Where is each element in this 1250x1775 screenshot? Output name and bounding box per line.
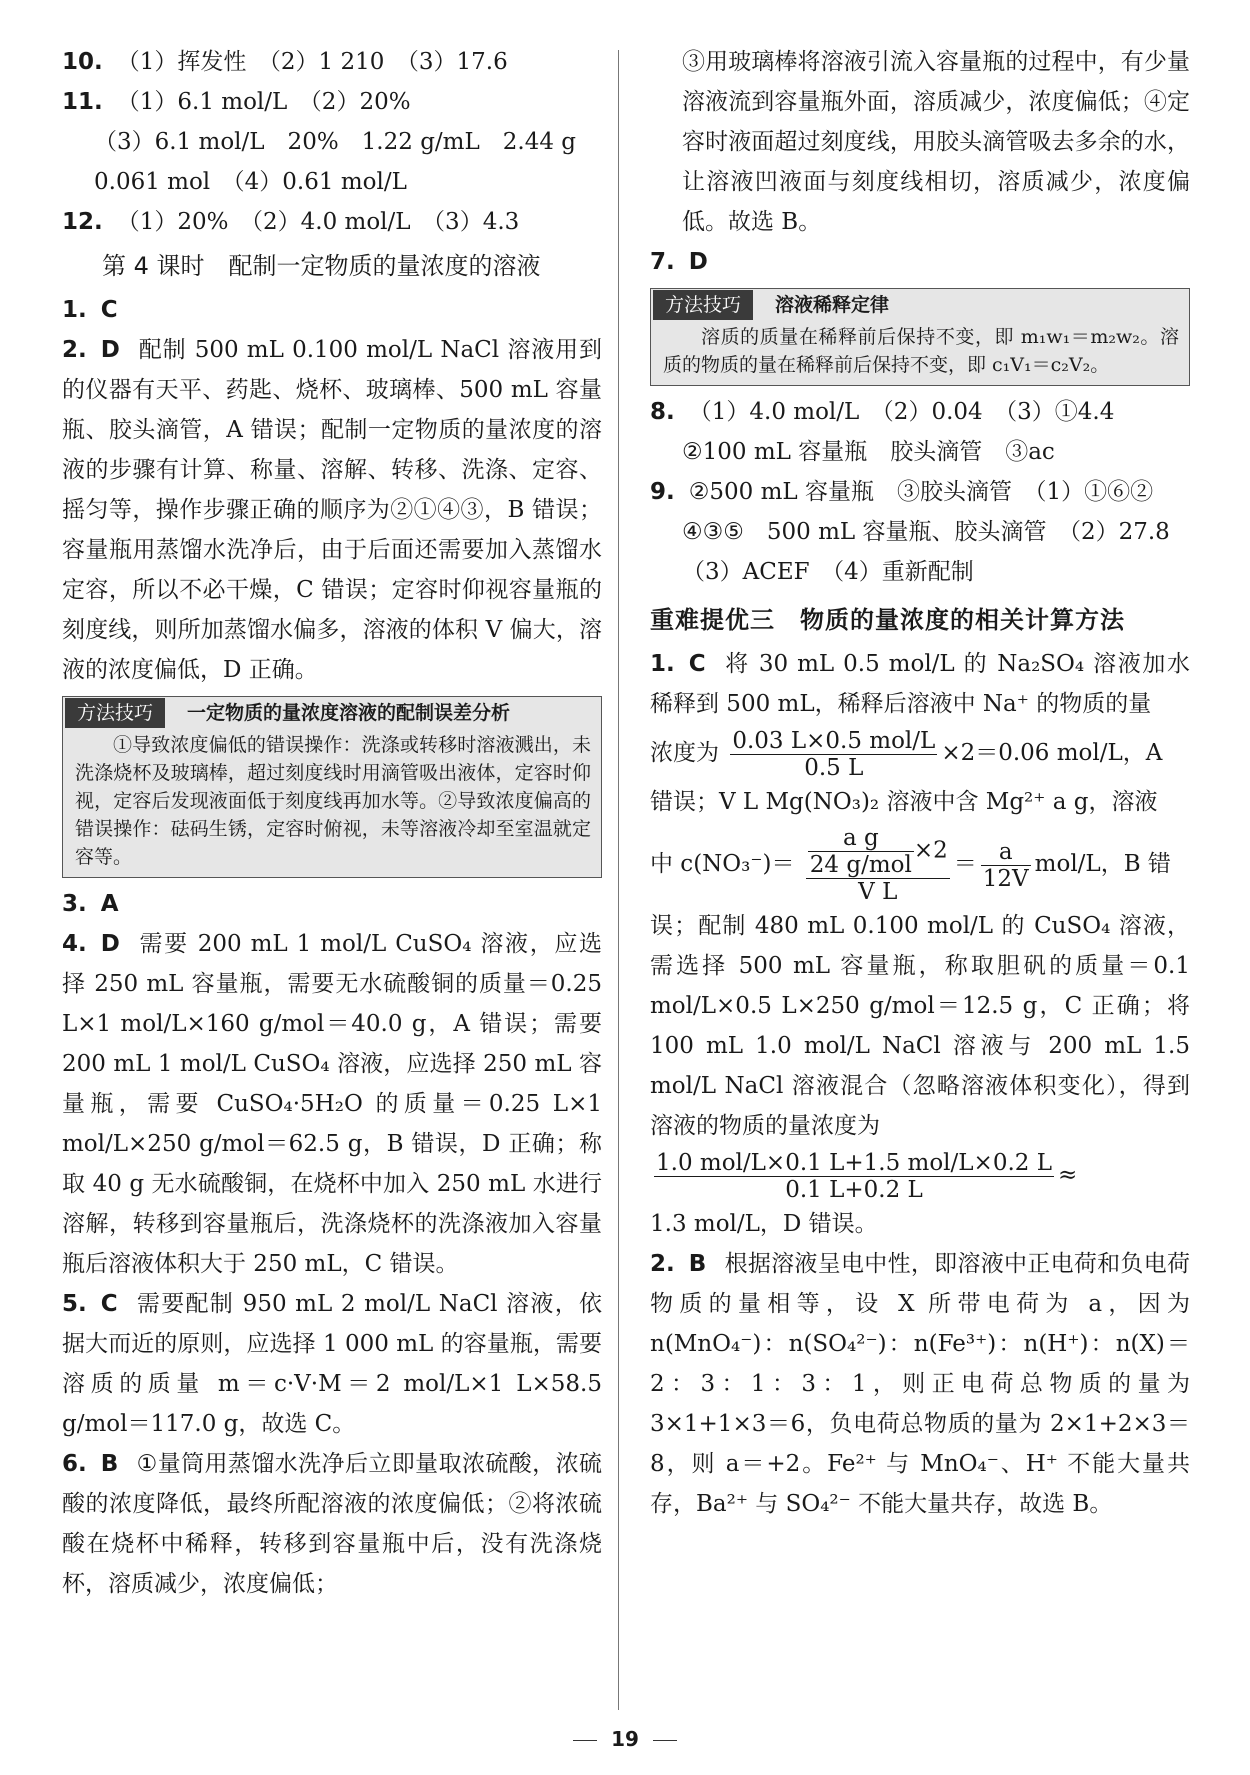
left-column (62, 42, 602, 1604)
answer-11-line3: 0.061 mol （4）0.61 mol/L (94, 169, 407, 195)
answer-11: 11. （1）6.1 mol/L （2）20% (62, 89, 411, 115)
fraction-3: $\frac{a}{12V}$ (982, 838, 1029, 892)
answer-3: 3. A (62, 891, 119, 917)
dilution-law-box (650, 288, 1190, 386)
answer-9: 9. ②500 mL 容量瓶 ③胶头滴管 （1）①⑥② (650, 479, 1154, 505)
answer-8: 8. （1）4.0 mol/L （2）0.04 （3）①4.4 (650, 399, 1115, 425)
method-tip-body: ①导致浓度偏低的错误操作：洗涤或转移时溶液溅出，未洗涤烧杯及玻璃棒，超过刻度线时用滴管吸出液体，定容时仰视，定容后发现液面低于刻度线再加水等。②导致浓度偏高的错误操作：砝码生锈，定容时俯视，未等溶液冷却至室温就定容等。 (75, 734, 591, 868)
calc-1-line-d: 误；配制 480 mL 0.100 mol/L 的 CuSO₄ 溶液，需选择 500 mL 容量瓶，称取胆矾的质量＝0.1 mol/L×0.5 L×250 g/mol＝12.5 g，C 正确；将 100 mL 1.0 mol/L NaCl 溶液与 200 mL 1.5 mol/L NaCl 溶液混合（忽略溶液体积变化），得到溶液的物质的量浓度为 (650, 913, 1190, 1139)
answer-6-continued: ③用玻璃棒将溶液引流入容量瓶的过程中，有少量溶液流到容量瓶外面，溶质减少，浓度偏低；④定容时液面超过刻度线，用胶头滴管吸去多余的水，让溶液凹液面与刻度线相切，溶质减少，浓度偏低。故选 B。 (682, 49, 1190, 235)
calc-1-line-c: 中 c(NO₃⁻)＝ $\frac{\text{a g}}{\text{24 g/mol}}$ ×2 V L ＝ $\frac{a}{12V}$ mol/L，B 错 (650, 825, 1171, 905)
method-tip-header (63, 697, 601, 729)
fraction-4: $\frac{\text{1.0 mol/L×0.1 L+1.5 mol/L×0.2 L}}{0.1 L+0.2 L}$ (656, 1149, 1052, 1203)
calc-1-line-a: 浓度为 $\frac{\text{0.03 L×0.5 mol/L}}{0.5 L}$ ×2＝0.06 mol/L，A (650, 727, 1163, 781)
calc-1-line-e: $\frac{\text{1.0 mol/L×0.1 L+1.5 mol/L×0.2 L}}{0.1 L+0.2 L}$ ≈ (656, 1149, 1078, 1203)
answer-5: 5. C 需要配制 950 mL 2 mol/L NaCl 溶液，依据大而近的原则，应选择 1 000 mL 的容量瓶，需要溶质的质量 m＝c·V·M＝2 mol/L×1 L×58.5 g/mol＝117.0 g，故选 C。 (62, 1291, 602, 1437)
answer-6: 6. B ①量筒用蒸馏水洗净后立即量取浓硫酸，浓硫酸的浓度降低，最终所配溶液的浓度偏低；②将浓硫酸在烧杯中稀释，转移到容量瓶中后，没有洗涤烧杯，溶质减少，浓度偏低； (62, 1451, 602, 1597)
fraction-2: $\frac{\text{a g}}{\text{24 g/mol}}$ ×2 V L (806, 825, 950, 905)
answer-10: 10. （1）挥发性 （2）1 210 （3）17.6 (62, 49, 508, 75)
answer-8-line2: ②100 mL 容量瓶 胶头滴管 ③ac (682, 439, 1055, 465)
method-tip-title: 一定物质的量浓度溶液的配制误差分析 (187, 702, 511, 724)
answer-4: 4. D 需要 200 mL 1 mol/L CuSO₄ 溶液，应选择 250 mL 容量瓶，需要无水硫酸铜的质量＝0.25 L×1 mol/L×160 g/mol＝40.0 g，A 错误；需要 200 mL 1 mol/L CuSO₄ 溶液，应选择 250 mL 容量瓶，需要 CuSO₄·5H₂O 的质量＝0.25 L×1 mol/L×250 g/mol＝62.5 g，B 错误，D 正确；称取 40 g 无水硫酸铜，在烧杯中加入 250 mL 水进行溶解，转移到容量瓶后，洗涤烧杯的洗涤液加入容量瓶后溶液体积大于 250 mL，C 错误。 (62, 931, 602, 1277)
answer-1: 1. C (62, 297, 118, 323)
answer-2: 2. D 配制 500 mL 0.100 mol/L NaCl 溶液用到的仪器有天平、药匙、烧杯、玻璃棒、500 mL 容量瓶、胶头滴管，A 错误；配制一定物质的量浓度的溶液的步骤有计算、称量、溶解、转移、洗涤、定容、摇匀等，操作步骤正确的顺序为②①④③，B 错误；容量瓶用蒸馏水洗净后，由于后面还需要加入蒸馏水定容，所以不必干燥，C 错误；定容时仰视容量瓶的刻度线，则所加蒸馏水偏多，溶液的体积 V 偏大，溶液的浓度偏低，D 正确。 (62, 337, 602, 683)
answer-12: 12. （1）20% （2）4.0 mol/L （3）4.3 (62, 209, 520, 235)
method-tip-tag: 方法技巧 (65, 698, 165, 728)
dilution-law-header (651, 289, 1189, 321)
dilution-law-title: 溶液稀释定律 (775, 294, 890, 316)
fraction-1: $\frac{\text{0.03 L×0.5 mol/L}}{0.5 L}$ (732, 727, 936, 781)
page-number: 19 (0, 1727, 1250, 1751)
method-tip-box (62, 696, 602, 878)
answer-7: 7. D (650, 249, 708, 275)
answer-9-line2: ④③⑤ 500 mL 容量瓶、胶头滴管 （2）27.8 (682, 519, 1170, 545)
dilution-law-tag: 方法技巧 (653, 290, 753, 320)
column-divider (618, 50, 619, 1710)
answer-11-line2: （3）6.1 mol/L 20% 1.22 g/mL 2.44 g (94, 129, 577, 155)
dilution-law-body: 溶质的质量在稀释前后保持不变，即 m₁w₁＝m₂w₂。溶质的物质的量在稀释前后保持不变，即 c₁V₁＝c₂V₂。 (663, 326, 1179, 376)
calc-answer-1: 1. C 将 30 mL 0.5 mol/L 的 Na₂SO₄ 溶液加水稀释到 500 mL，稀释后溶液中 Na⁺ 的物质的量 浓度为 $\frac{\text{0.03 L×0.5 mol/L}}{0.5 L}$ ×2＝0.06 mol/L，A 错误；V L Mg(NO₃)₂ 溶液中含 Mg²⁺ a g，溶液 中 c(NO₃⁻)＝ $\frac{\text{a g}}{\text{24 g/mol}}$ ×2 V L ＝ $\frac{a}{12V}$ mol/L，B 错 误；配制 480 mL 0.100 mol/L 的 CuSO₄ 溶液，需选择 500 mL 容量瓶，称取胆矾的质量＝0.1 mol/L×0.5 L×250 g/mol＝12.5 g，C 正确；将 100 mL 1.0 mol/L NaCl 溶液与 200 mL 1.5 mol/L NaCl 溶液混合（忽略溶液体积变化），得到溶液的物质的量浓度为 $\frac{\text{1.0 mol/L×0.1 L+1.5 mol/L×0.2 L}}{0.1 L+0.2 L}$ ≈ 1.3 mol/L，D 错误。 (650, 644, 1190, 1244)
answer-9-line3: （3）ACEF （4）重新配制 (682, 559, 974, 585)
calc-1-line-b: 错误；V L Mg(NO₃)₂ 溶液中含 Mg²⁺ a g，溶液 (650, 789, 1158, 815)
lesson-title: 第 4 课时 配制一定物质的量浓度的溶液 (102, 252, 541, 280)
right-column (650, 42, 1190, 1524)
section-title: 重难提优三 物质的量浓度的相关计算方法 (650, 605, 1125, 634)
calc-answer-2: 2. B 根据溶液呈电中性，即溶液中正电荷和负电荷物质的量相等，设 X 所带电荷为 a，因为 n(MnO₄⁻)：n(SO₄²⁻)：n(Fe³⁺)：n(H⁺)：n(X)＝2：3：1：3：1，则正电荷总物质的量为 3×1+1×3＝6，负电荷总物质的量为 2×1+2×3＝8，则 a＝+2。Fe²⁺ 与 MnO₄⁻、H⁺ 不能大量共存，Ba²⁺ 与 SO₄²⁻ 不能大量共存，故选 B。 (650, 1251, 1190, 1517)
calc-1-line-f: 1.3 mol/L，D 错误。 (650, 1211, 878, 1237)
